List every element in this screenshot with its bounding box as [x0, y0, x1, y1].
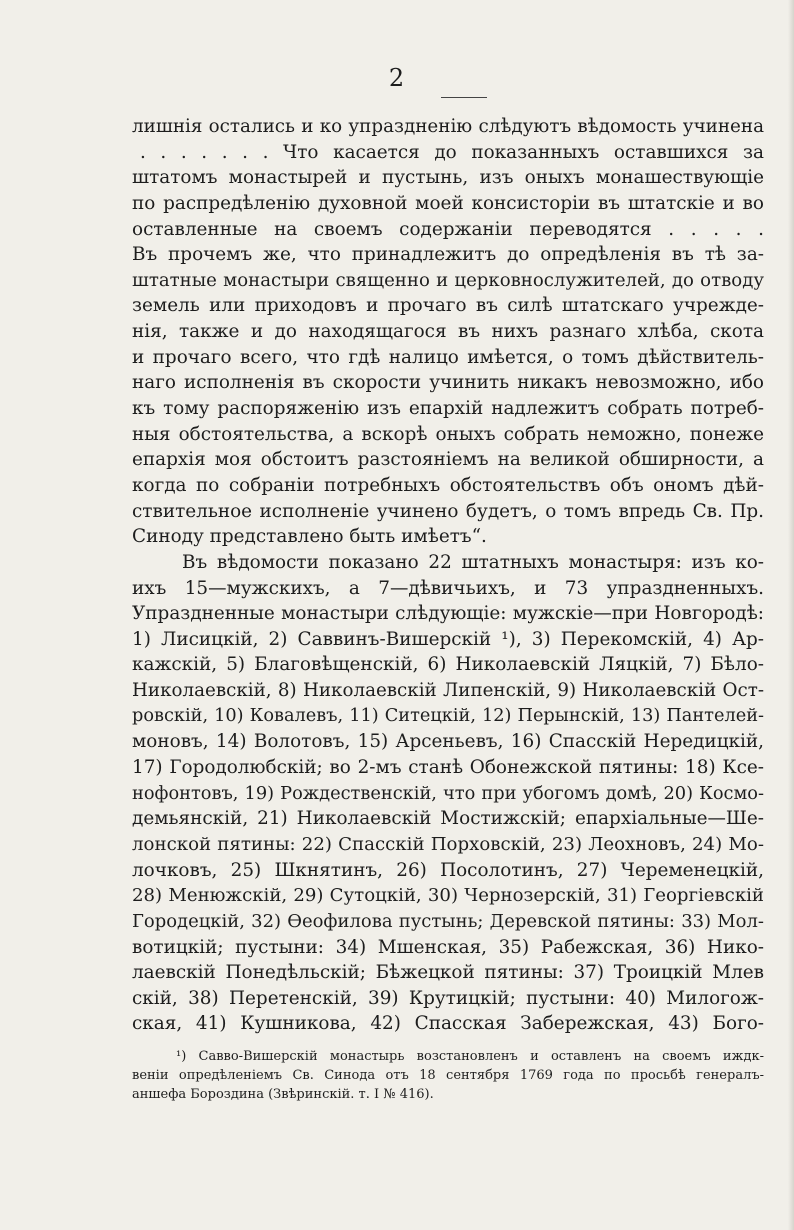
text-line: когда по собраніи потребныхъ обстоятельствъ объ ономъ дѣй-: [132, 474, 764, 496]
text-line: земель или приходовъ и прочаго въ силѣ штатскаго учрежде-: [132, 295, 764, 317]
text-line: Городецкій, 32) Ѳеофилова пустынь; Деревской пятины: 33) Мол-: [132, 910, 764, 932]
text-line: Синоду представлено быть имѣетъ“.: [132, 526, 487, 548]
text-line: штатные монастыри священно и церковнослужителей, до отводу: [132, 269, 764, 291]
text-line: лишнія остались и ко упраздненію слѣдуютъ вѣдомость учинена: [132, 116, 764, 137]
text-line: Упраздненные монастыри слѣдующіе: мужскіе—при Новгородѣ:: [132, 603, 764, 625]
text-line: по распредѣленію духовной моей консисторіи въ штатскіе и во: [132, 192, 764, 214]
text-line: оставленные на своемъ содержаніи переводятся . . . . .: [132, 218, 764, 240]
text-line: Въ прочемъ же, что принадлежитъ до опредѣленія въ тѣ за-: [132, 244, 764, 266]
paragraph-start-line: Въ вѣдомости показано 22 штатныхъ монастыря: изъ ко-: [182, 551, 764, 573]
footnote-line: ¹) Савво-Вишерскій монастырь возстановленъ и оставленъ на своемъ иждк-: [176, 1049, 764, 1064]
footnote-line: аншефа Бороздина (Звѣринскій. т. I № 416).: [132, 1087, 434, 1102]
text-line: лаевскій Понедѣльскій; Бѣжецкой пятины: 37) Троицкій Млев: [132, 962, 764, 984]
text-line: наго исполненія въ скорости учинить никакъ невозможно, ибо: [132, 372, 764, 394]
text-line: ныя обстоятельства, а вскорѣ оныхъ собрать неможно, понеже: [132, 423, 764, 445]
text-line: лонской пятины: 22) Спасскій Порховскій, 23) Леохновъ, 24) Мо-: [132, 833, 764, 855]
footnote-line: веніи опредѣленіемъ Св. Синода отъ 18 сентября 1769 года по просьбѣ генералъ-: [132, 1068, 764, 1083]
text-line: вотицкій; пустыни: 34) Мшенская, 35) Рабежская, 36) Нико-: [132, 936, 764, 958]
text-line: ровскій, 10) Ковалевъ, 11) Ситецкій, 12) Перынскій, 13) Пантелей-: [132, 705, 764, 726]
text-line: . . . . . . . Что касается до показанныхъ оставшихся за: [140, 141, 764, 163]
text-line: ская, 41) Кушникова, 42) Спасская Забережская, 43) Бого-: [132, 1013, 764, 1035]
footnote-block: [132, 1047, 764, 1104]
text-line: нофонтовъ, 19) Рождественскій, что при убогомъ домѣ, 20) Космо-: [132, 782, 764, 804]
text-line: моновъ, 14) Волотовъ, 15) Арсеньевъ, 16) Спасскій Нередицкій,: [132, 731, 764, 753]
text-line: штатомъ монастырей и пустынь, изъ оныхъ монашествующіе: [132, 167, 764, 189]
page-number: 2: [388, 64, 406, 92]
text-line: ихъ 15—мужскихъ, а 7—дѣвичьихъ, и 73 упраздненныхъ.: [132, 577, 764, 599]
text-line: и прочаго всего, что гдѣ налицо имѣется, о томъ дѣйствитель-: [132, 346, 764, 368]
text-line: Николаевскій, 8) Николаевскій Липенскій, 9) Николаевскій Ост-: [132, 680, 764, 702]
text-line: 28) Менюжскій, 29) Сутоцкій, 30) Чернозерскій, 31) Георгіевскій: [132, 885, 764, 907]
text-line: лочковъ, 25) Шкнятинъ, 26) Посолотинъ, 27) Череменецкій,: [132, 859, 764, 881]
page-edge-shadow: [788, 0, 794, 1230]
text-line: кажскій, 5) Благовѣщенскій, 6) Николаевскій Ляцкій, 7) Бѣло-: [132, 654, 764, 676]
text-line: ствительное исполненіе учинено будетъ, о томъ впредь Св. Пр.: [132, 500, 764, 522]
body-text: [132, 114, 764, 1037]
text-line: 1) Лисицкій, 2) Саввинъ-Вишерскій ¹), 3) Перекомскій, 4) Ар-: [132, 628, 764, 650]
text-line: 17) Городолюбскій; во 2-мъ станѣ Обонежской пятины: 18) Ксе-: [132, 757, 764, 779]
text-line: епархія моя обстоитъ разстояніемъ на великой обширности, а: [132, 449, 764, 471]
text-line: демьянскій, 21) Николаевскій Мостижскій; епархіальные—Ше-: [132, 808, 764, 830]
page-number-rule: [441, 97, 487, 98]
text-line: къ тому распоряженію изъ епархій надлежитъ собрать потреб-: [132, 398, 764, 420]
text-line: нія, также и до находящагося въ нихъ разнаго хлѣба, скота: [132, 321, 764, 343]
text-line: скій, 38) Перетенскій, 39) Крутицкій; пустыни: 40) Милогож-: [132, 987, 764, 1009]
